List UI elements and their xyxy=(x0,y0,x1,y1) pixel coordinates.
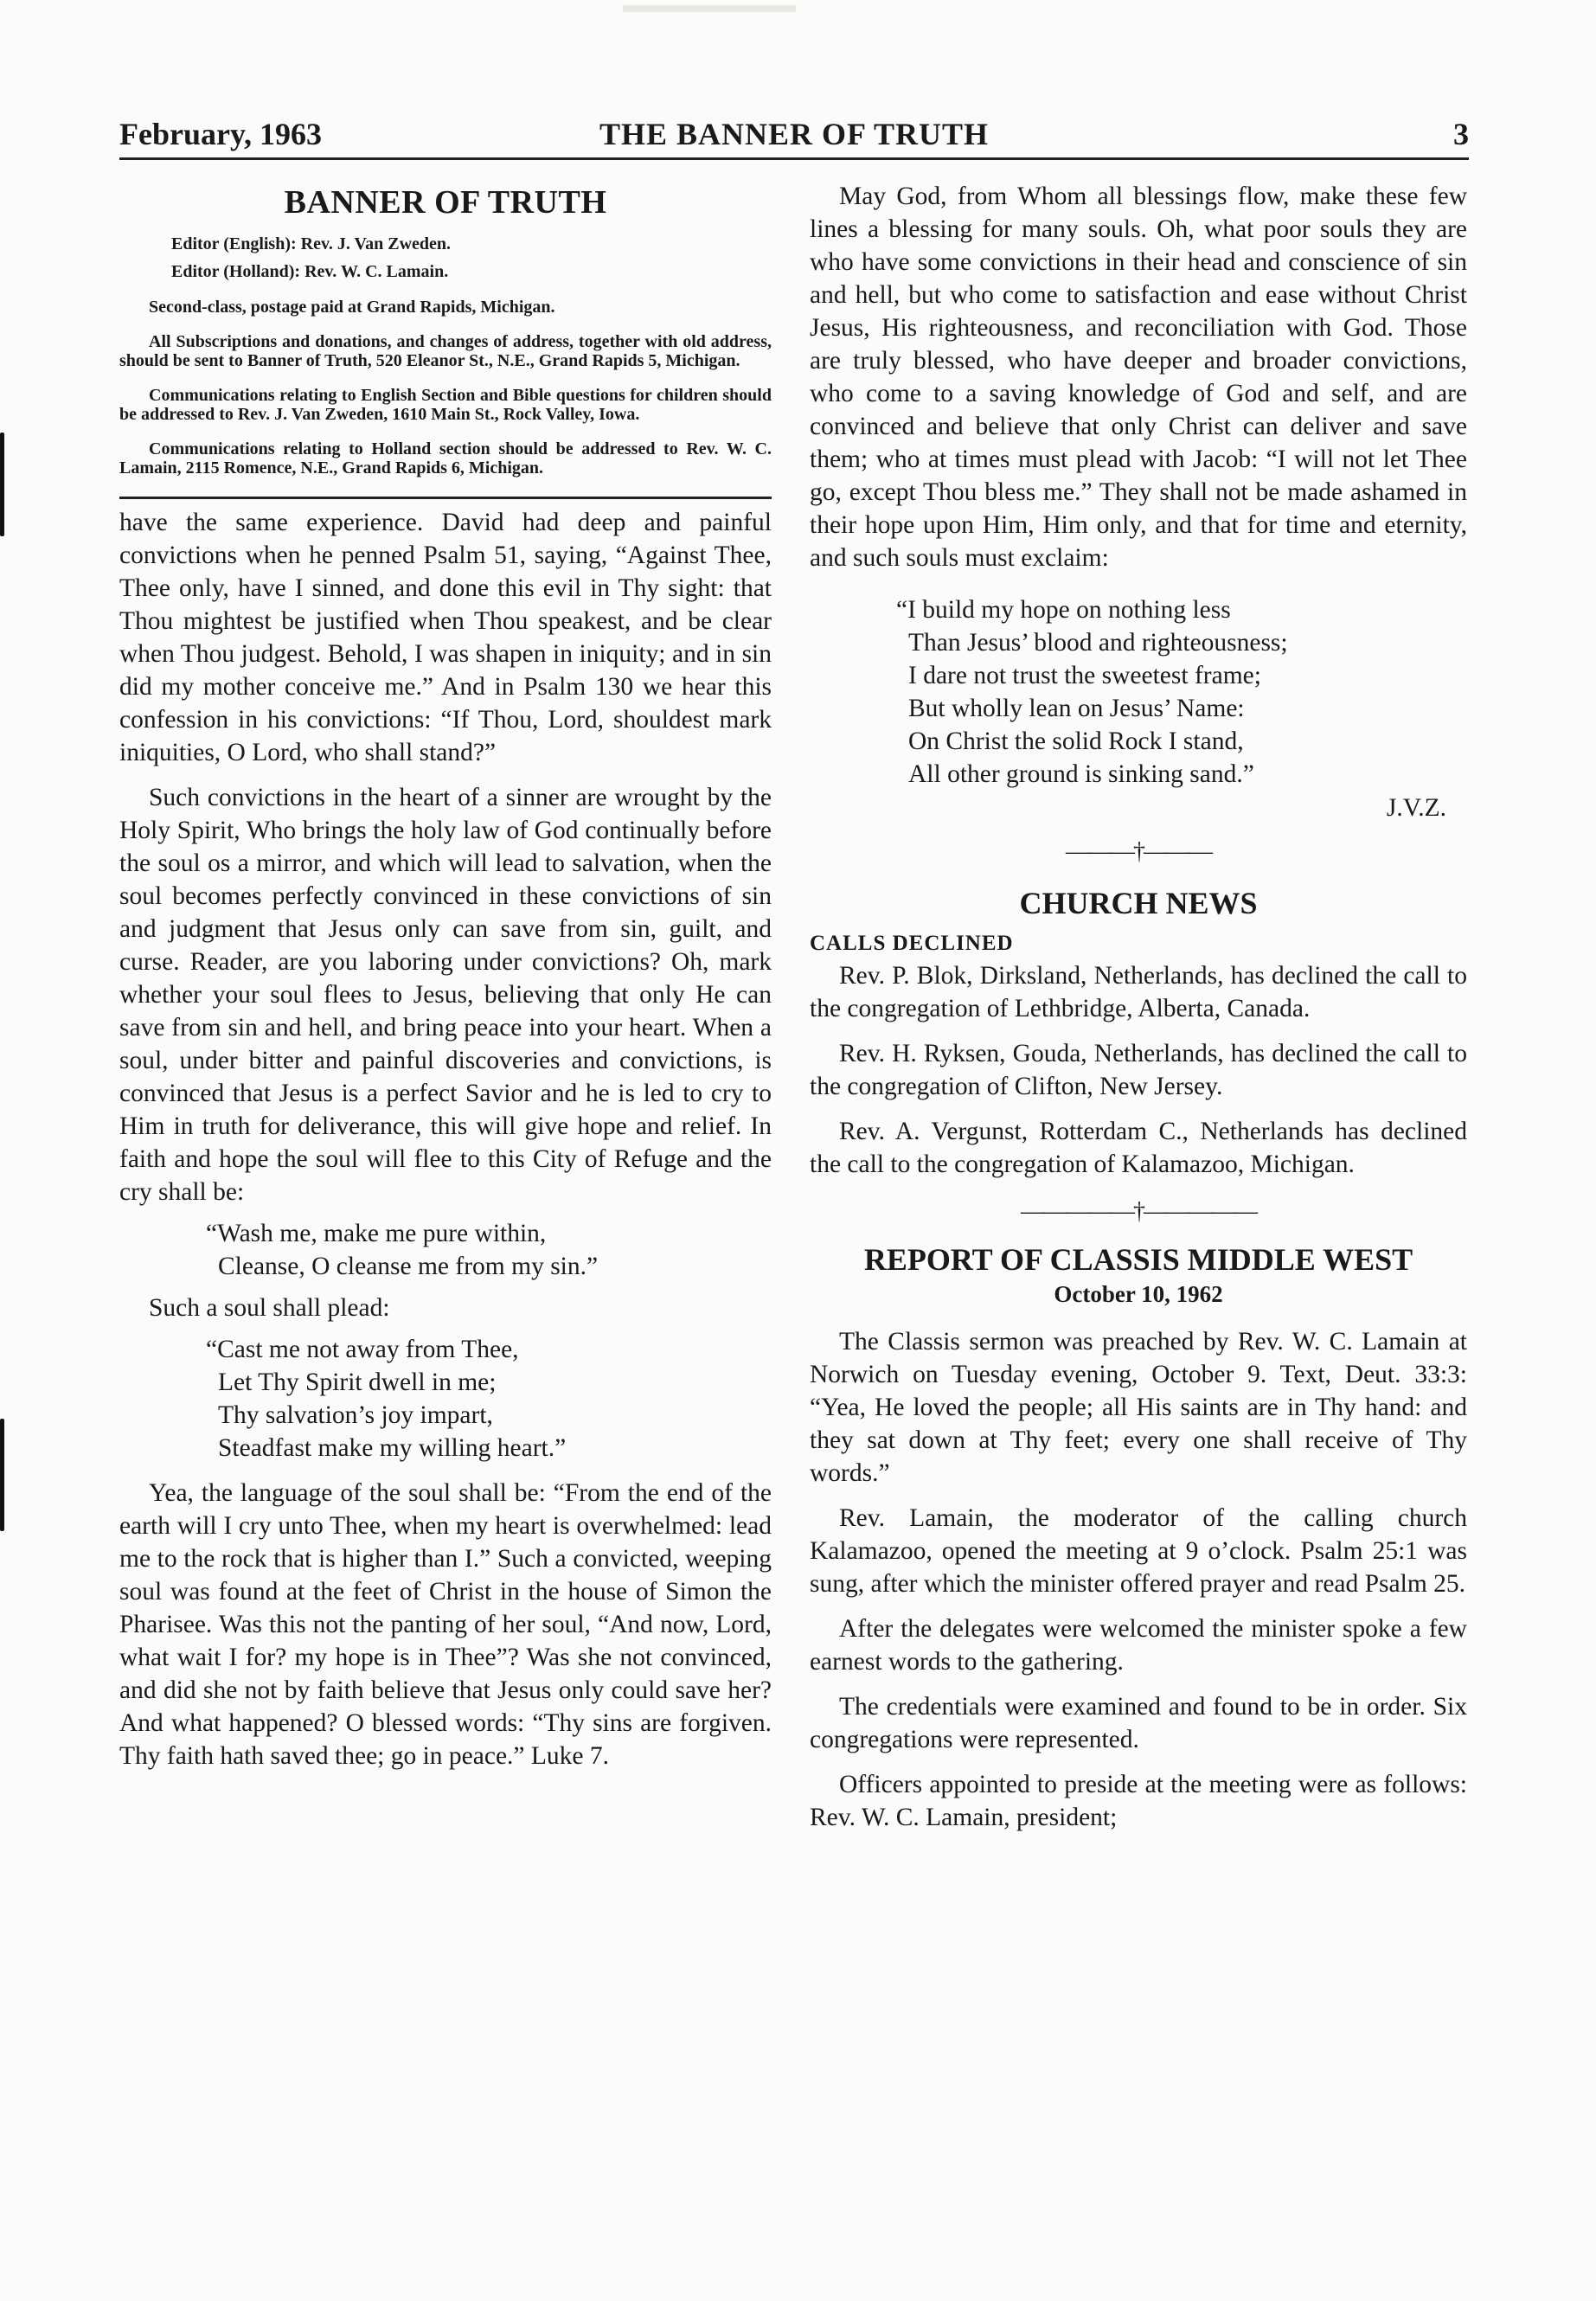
paragraph: Such a soul shall plead: xyxy=(149,1294,390,1322)
masthead-title: BANNER OF TRUTH xyxy=(284,184,607,221)
news-item: Rev. P. Blok, Dirksland, Netherlands, has declined the call to the congregation of Lethbridge, Alberta, Canada. xyxy=(810,962,1467,1022)
hymn-verse xyxy=(206,1333,772,1465)
holland-communications-note: Communications relating to Holland section should be addressed to Rev. W. C. Lamain, 2115 Romence, N.E., Grand Rapids 6, Michigan. xyxy=(119,439,772,478)
scan-speck xyxy=(623,5,796,12)
hymn-line: On Christ the solid Rock I stand, xyxy=(908,727,1244,755)
report-paragraph: The Classis sermon was preached by Rev. W. C. Lamain at Norwich on Tuesday evening, October 9. Text, Deut. 33:3: “Yea, He loved the people; all His saints are in Thy hand: and they sat down at Thy feet; every one shall receive of Thy words.” xyxy=(810,1328,1467,1487)
left-column xyxy=(119,180,772,1772)
hymn-line: “Cast me not away from Thee, xyxy=(206,1336,519,1363)
section-divider: ———†——— xyxy=(1066,838,1211,865)
hymn-line: Steadfast make my willing heart.” xyxy=(218,1434,567,1462)
news-item: Rev. H. Ryksen, Gouda, Netherlands, has declined the call to the congregation of Clifton, New Jersey. xyxy=(810,1040,1467,1100)
subsection-heading: CALLS DECLINED xyxy=(810,932,1014,955)
hymn-line: Thy salvation’s joy impart, xyxy=(218,1401,493,1429)
section-divider: —————†————— xyxy=(1021,1198,1256,1225)
report-paragraph: Rev. Lamain, the moderator of the calling church Kalamazoo, opened the meeting at 9 o’clock. Psalm 25:1 was sung, after which the minister offered prayer and read Psalm 25. xyxy=(810,1504,1467,1598)
report-paragraph: Officers appointed to preside at the meeting were as follows: Rev. W. C. Lamain, president; xyxy=(810,1771,1467,1831)
paragraph: Such convictions in the heart of a sinner are wrought by the Holy Spirit, Who brings the holy law of God continually before the soul os a mirror, and which will lead to salvation, when the soul becomes perfectly convinced in these convictions of sin and judgment that Jesus only can save from sin, guilt, and curse. Reader, are you laboring under convictions? Oh, mark whether your soul flees to Jesus, believing that only He can save from sin and hell, and bring peace into your heart. When a soul, under bitter and painful discoveries and convictions, is convinced that Jesus is a perfect Savior and he is led to cry to Him in truth for deliverance, this will give hope and relief. In faith and hope the soul will flee to this City of Refuge and the cry shall be: xyxy=(119,784,772,1206)
hymn-line: “Wash me, make me pure within, xyxy=(206,1220,547,1247)
masthead-rule xyxy=(119,497,772,499)
page-header xyxy=(119,116,1469,160)
news-item: Rev. A. Vergunst, Rotterdam C., Netherlands has declined the call to the congregation of Kalamazoo, Michigan. xyxy=(810,1118,1467,1178)
report-paragraph: After the delegates were welcomed the minister spoke a few earnest words to the gathering. xyxy=(810,1615,1467,1676)
editor-english: Editor (English): Rev. J. Van Zweden. xyxy=(171,234,452,253)
author-signature: J.V.Z. xyxy=(1386,794,1446,822)
page-number: 3 xyxy=(1453,117,1469,151)
paragraph: May God, from Whom all blessings flow, make these few lines a blessing for many souls. Oh, what poor souls they are who have some convictions in their head and conscience of sin and hell, but who come to satisfaction and ease without Christ Jesus, His righteousness, and reconciliation with God. Those are truly blessed, who have deeper and broader convictions, who come to a saving knowledge of God and self, and are convinced and believe that only Christ can deliver and save them; who at times must plead with Jacob: “I will not let Thee go, except Thou bless me.” They shall not be made ashamed in their hope upon Him, Him only, and that for time and eternity, and such souls must exclaim: xyxy=(810,183,1467,572)
section-heading: REPORT OF CLASSIS MIDDLE WEST xyxy=(863,1242,1413,1277)
report-paragraph: The credentials were examined and found to be in order. Six congregations were represented. xyxy=(810,1693,1467,1753)
hymn-line: Than Jesus’ blood and righteousness; xyxy=(908,629,1288,657)
scan-edge-mark xyxy=(0,1419,4,1531)
postage-note: Second-class, postage paid at Grand Rapids, Michigan. xyxy=(149,298,555,317)
editor-holland: Editor (Holland): Rev. W. C. Lamain. xyxy=(171,262,449,281)
publication-title: THE BANNER OF TRUTH xyxy=(599,117,990,151)
hymn-line: Cleanse, O cleanse me from my sin.” xyxy=(218,1253,599,1280)
right-column xyxy=(810,180,1467,1834)
section-heading: CHURCH NEWS xyxy=(1019,886,1258,920)
paragraph: Yea, the language of the soul shall be: “From the end of the earth will I cry unto Thee, when my heart is overwhelmed: lead me to the rock that is higher than I.” Such a convicted, weeping soul was found at the feet of Christ in the house of Simon the Pharisee. Was this not the panting of her soul, “And now, Lord, what wait I for? my hope is in Thee”? Was she not convinced, and did she not by faith believe that Jesus only could save her? And what happened? O blessed words: “Thy sins are forgiven. Thy faith hath saved thee; go in peace.” Luke 7. xyxy=(119,1479,772,1770)
hymn-line: I dare not trust the sweetest frame; xyxy=(908,662,1261,689)
hymn-verse xyxy=(896,593,1467,791)
hymn-line: All other ground is sinking sand.” xyxy=(908,760,1254,788)
subscriptions-note: All Subscriptions and donations, and changes of address, together with old address, should be sent to Banner of Truth, 520 Eleanor St., N.E., Grand Rapids 5, Michigan. xyxy=(119,332,772,370)
paragraph: have the same experience. David had deep and painful convictions when he penned Psalm 51, saying, “Against Thee, Thee only, have I sinned, and done this evil in Thy sight: that Thou mightest be justified when Thou speakest, and be clear when Thou judgest. Behold, I was shapen in iniquity; and in sin did my mother conceive me.” And in Psalm 130 we hear this confession in his convictions: “If Thou, Lord, shouldest mark iniquities, O Lord, who shall stand?” xyxy=(119,509,772,766)
hymn-line: Let Thy Spirit dwell in me; xyxy=(218,1368,497,1396)
hymn-verse xyxy=(206,1217,772,1283)
scan-edge-mark xyxy=(0,433,4,536)
english-communications-note: Communications relating to English Section and Bible questions for children should be addressed to Rev. J. Van Zweden, 1610 Main St., Rock Valley, Iowa. xyxy=(119,386,772,424)
issue-date: February, 1963 xyxy=(119,117,322,151)
report-date: October 10, 1962 xyxy=(1054,1281,1223,1307)
hymn-line: “I build my hope on nothing less xyxy=(896,596,1231,624)
hymn-line: But wholly lean on Jesus’ Name: xyxy=(908,695,1245,722)
